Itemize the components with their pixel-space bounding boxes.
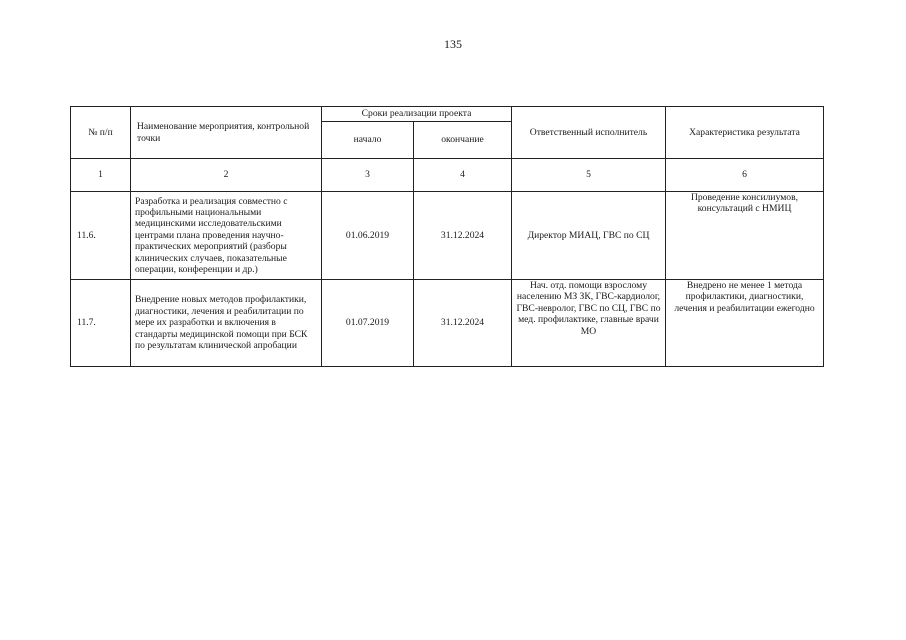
row-result: Внедрено не менее 1 метода профилактики, диагностики, лечения и реабилитации ежегодно bbox=[666, 280, 824, 367]
header-period-group: Сроки реализации проекта bbox=[322, 107, 512, 122]
row-end: 31.12.2024 bbox=[414, 280, 512, 367]
row-responsible: Директор МИАЦ, ГВС по СЦ bbox=[512, 192, 666, 280]
header-num: № п/п bbox=[71, 107, 131, 159]
row-num: 11.7. bbox=[71, 280, 131, 367]
header-row bbox=[71, 107, 824, 122]
row-end: 31.12.2024 bbox=[414, 192, 512, 280]
column-number: 6 bbox=[666, 159, 824, 192]
row-num: 11.6. bbox=[71, 192, 131, 280]
column-number: 3 bbox=[322, 159, 414, 192]
header-start: начало bbox=[322, 122, 414, 159]
row-name: Внедрение новых методов профилактики, диагностики, лечения и реабилитации по мере их разработки и включения в стандарты медицинской помощи при БСК по результатам клинической апробации bbox=[131, 280, 322, 367]
row-start: 01.06.2019 bbox=[322, 192, 414, 280]
header-end: окончание bbox=[414, 122, 512, 159]
row-start: 01.07.2019 bbox=[322, 280, 414, 367]
table-row bbox=[71, 280, 824, 367]
header-name: Наименование мероприятия, контрольной точки bbox=[131, 107, 322, 159]
column-number: 4 bbox=[414, 159, 512, 192]
header-responsible: Ответственный исполнитель bbox=[512, 107, 666, 159]
column-number: 1 bbox=[71, 159, 131, 192]
table-row bbox=[71, 192, 824, 280]
column-numbers-row bbox=[71, 159, 824, 192]
row-result: Проведение консилиумов, консультаций с НМИЦ bbox=[666, 192, 824, 280]
row-responsible: Нач. отд. помощи взрослому населению МЗ ЗК, ГВС-кардиолог, ГВС-невролог, ГВС по СЦ, ГВС по мед. профилактике, главные врачи МО bbox=[512, 280, 666, 367]
page-number: 135 bbox=[444, 37, 462, 51]
column-number: 2 bbox=[131, 159, 322, 192]
column-number: 5 bbox=[512, 159, 666, 192]
row-name: Разработка и реализация совместно с профильными национальными медицинскими исследовательскими центрами плана проведения научно-практических мероприятий (разборы клинических случаев, показательные операции, конференции и др.) bbox=[131, 192, 322, 280]
measures-table bbox=[70, 106, 824, 367]
header-result: Характеристика результата bbox=[666, 107, 824, 159]
